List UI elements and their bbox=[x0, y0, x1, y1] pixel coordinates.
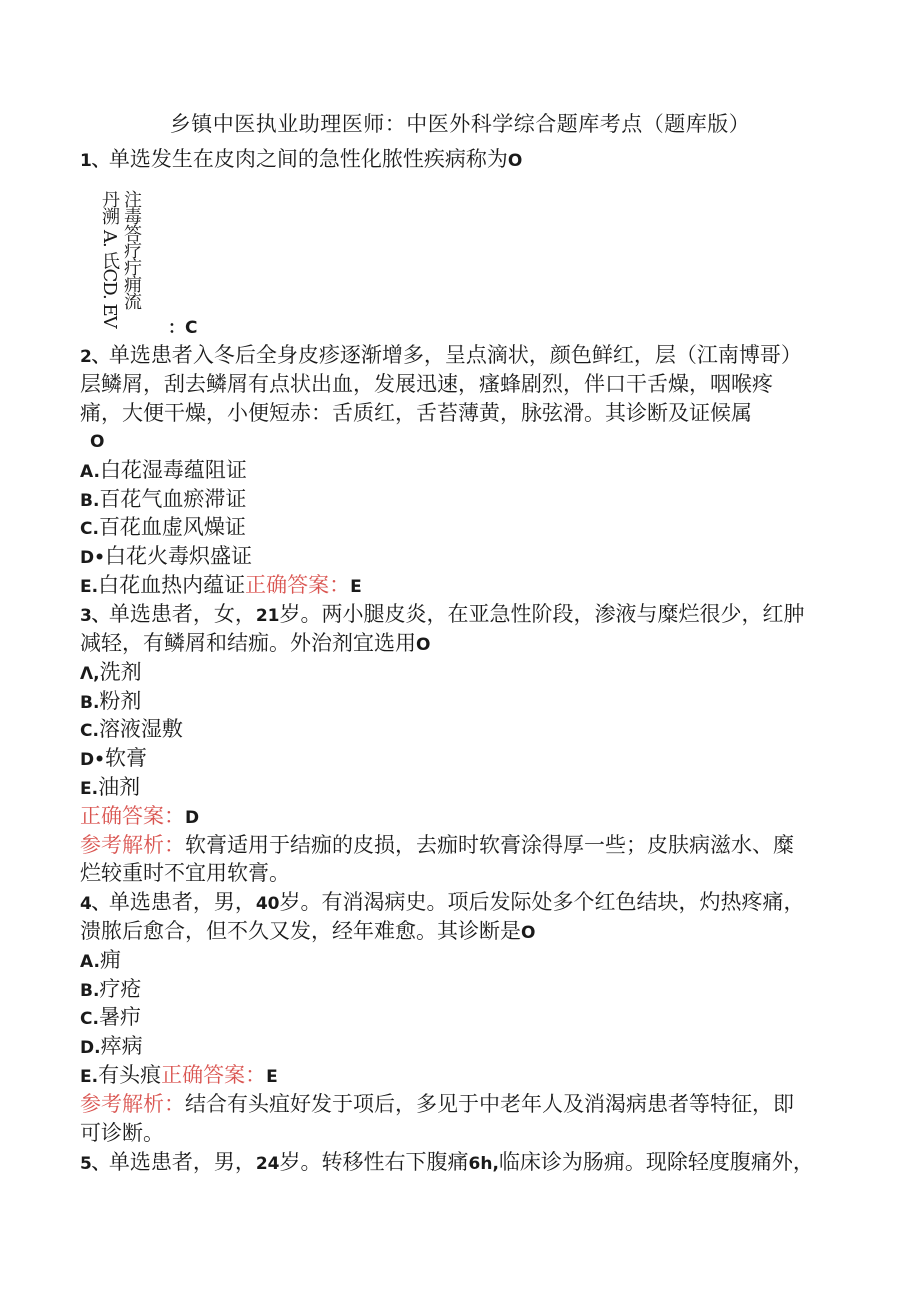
option-b: B.疗疮 bbox=[80, 977, 142, 1001]
question-text: 单选发生在皮肉之间的急性化脓性疾病称为 bbox=[108, 147, 508, 171]
option-a: A.痈 bbox=[80, 948, 121, 972]
question-3-answer: 正确答案：D bbox=[80, 804, 200, 828]
answer-value: E bbox=[350, 577, 362, 597]
option-e-with-answer: E.白花血热内蕴证正确答案：E bbox=[80, 573, 362, 597]
question-2-stem-line1 bbox=[80, 341, 802, 371]
question-3-stem-line1: 3、单选患者，女，21岁。两小腿皮炎，在亚急性阶段，渗液与糜烂很少，红肿 bbox=[80, 602, 805, 626]
question-2-stem-line3: 痛，大便干燥，小便短赤：舌质红，舌苔薄黄，脉弦滑。其诊断及证候属 bbox=[80, 401, 752, 425]
question-4-stem-line1: 4、单选患者，男，40岁。有消渴病史。项后发际处多个红色结块，灼热疼痛， bbox=[80, 890, 805, 914]
question-2-stem-line2: 层鳞屑，刮去鳞屑有点状出血，发展迅速，瘙蜂剧烈，伴口干舌燥，咽喉疼 bbox=[80, 372, 773, 396]
question-3-analysis-line2: 烂较重时不宜用软膏。 bbox=[80, 861, 290, 885]
question-number: 1、 bbox=[80, 151, 109, 171]
option-a: Λ,洗剂 bbox=[80, 660, 142, 684]
question-text: 单选患者入冬后全身皮疹逐渐增多，呈点滴状，颜色鲜红，层（江南博哥） bbox=[108, 343, 802, 367]
answer-value: E bbox=[266, 1067, 278, 1087]
question-1-options-col1-cn: 丹溯 bbox=[99, 190, 120, 224]
option-d: D•软膏 bbox=[80, 746, 147, 770]
document-title: 乡镇中医执业助理医师：中医外科学综合题库考点（题库版） bbox=[169, 112, 751, 136]
question-4-stem-line2: 溃脓后愈合，但不久又发，经年难愈。其诊断是O bbox=[80, 919, 536, 943]
question-5-stem-line1: 5、单选患者，男，24岁。转移性右下腹痛6h,临床诊为肠痈。现除轻度腹痛外， bbox=[80, 1150, 814, 1174]
option-d: D•白花火毒炽盛证 bbox=[80, 544, 252, 568]
option-c: C.暑疖 bbox=[80, 1005, 141, 1029]
answer-blank: O bbox=[416, 635, 431, 655]
answer-blank: O bbox=[90, 432, 105, 452]
question-1-options-col1-latin: A. 氏CD. EV bbox=[99, 230, 120, 328]
answer-label: 正确答案： bbox=[245, 573, 351, 597]
question-3-stem-line2: 减轻，有鳞屑和结痂。外治剂宜选用O bbox=[80, 631, 431, 655]
question-number: 2、 bbox=[80, 347, 109, 367]
option-a: A.白花湿毒蕴阻证 bbox=[80, 458, 247, 482]
option-d: D.瘁病 bbox=[80, 1034, 143, 1058]
option-b: B.粉剂 bbox=[80, 689, 142, 713]
option-c: C.溶液湿敷 bbox=[80, 717, 183, 741]
answer-blank: O bbox=[507, 151, 523, 171]
option-b: B.百花气血瘀滞证 bbox=[80, 487, 247, 511]
answer-blank: O bbox=[521, 923, 536, 943]
question-1-answer: ：C bbox=[168, 318, 198, 338]
option-e-with-answer: E.有头痕正确答案：E bbox=[80, 1063, 278, 1087]
option-c: C.百花血虚风燥证 bbox=[80, 515, 246, 539]
question-1-options-col2: 注毒答疗疔痈流 bbox=[121, 190, 142, 309]
answer-label: 正确答案： bbox=[161, 1063, 267, 1087]
question-1-stem bbox=[80, 145, 522, 175]
question-3-analysis-line1: 参考解析：软膏适用于结痂的皮损，去痂时软膏涂得厚一些；皮肤病滋水、糜 bbox=[80, 833, 794, 857]
question-4-analysis-line2: 可诊断。 bbox=[80, 1121, 164, 1145]
question-4-analysis-line1: 参考解析：结合有头疽好发于项后，多见于中老年人及消渴病患者等特征，即 bbox=[80, 1092, 794, 1116]
option-e: E.油剂 bbox=[80, 775, 141, 799]
